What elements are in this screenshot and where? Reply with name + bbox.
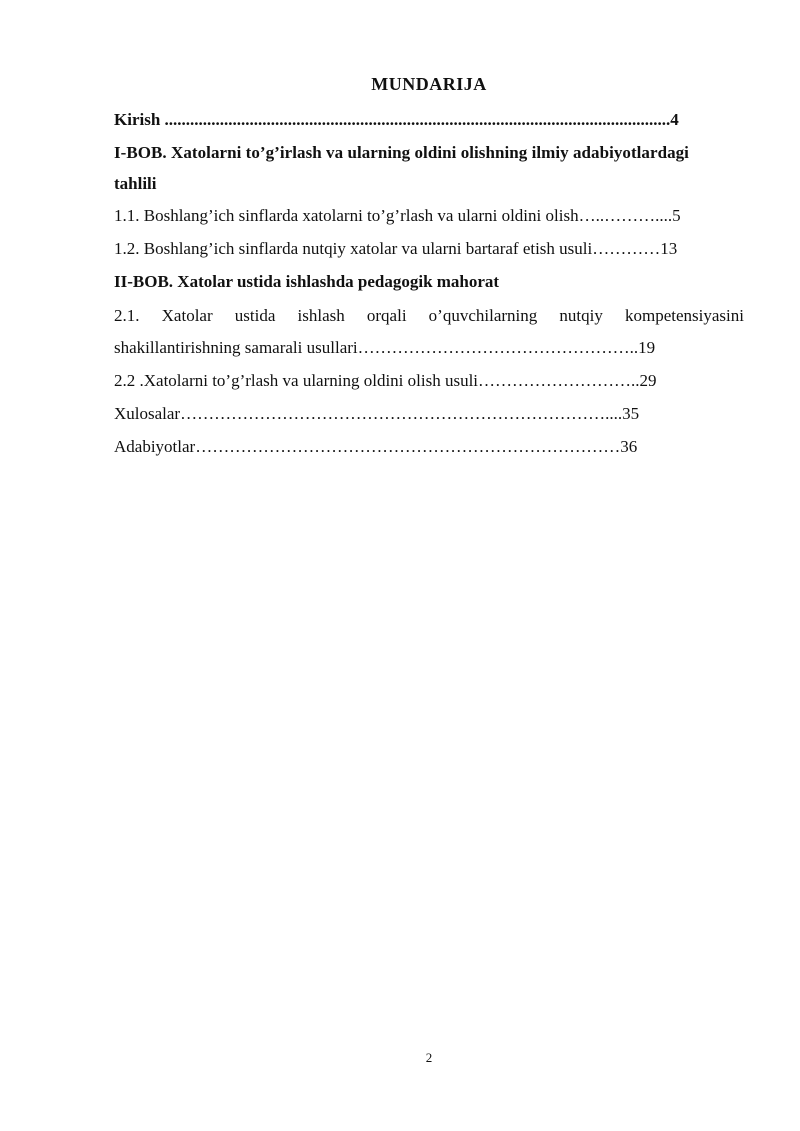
toc-entry-section-1-1: 1.1. Boshlang’ich sinflarda xatolarni to’g’rlash va ularni oldini olish…..………....5 <box>114 206 681 225</box>
toc-entry-xulosalar: Xulosalar…………………………………………………………………....35 <box>114 404 640 423</box>
toc-entry-section-1-2: 1.2. Boshlang’ich sinflarda nutqiy xatolar va ularni bartaraf etish usuli…………13 <box>114 239 678 258</box>
toc-entry-section-2-2: 2.2 .Xatolarni to’g’rlash va ularning oldini olish usuli………………………..29 <box>114 371 657 390</box>
toc-entry-chapter-2: II-BOB. Xatolar ustida ishlashda pedagogik mahorat <box>114 272 500 291</box>
toc-entry-chapter-1-line-1: I-BOB. Xatolarni to’g’irlash va ularning oldini olishning ilmiy adabiyotlardagi <box>114 143 689 162</box>
toc-entry-kirish: Kirish .......................................................................................................................4 <box>114 110 679 129</box>
page-number: 2 <box>425 1050 433 1065</box>
toc-entry-section-2-1-line-2: shakillantirishning samarali usullari…………………………………………..19 <box>114 338 656 357</box>
toc-entry-adabiyotlar: Adabiyotlar…………………………………………………………………36 <box>114 437 638 456</box>
toc-title: MUNDARIJA <box>371 74 487 94</box>
toc-entry-chapter-1-line-2: tahlili <box>114 174 157 193</box>
toc-entry-section-2-1-line-1: 2.1. Xatolar ustida ishlash orqali o’quvchilarning nutqiy kompetensiyasini <box>114 306 744 325</box>
